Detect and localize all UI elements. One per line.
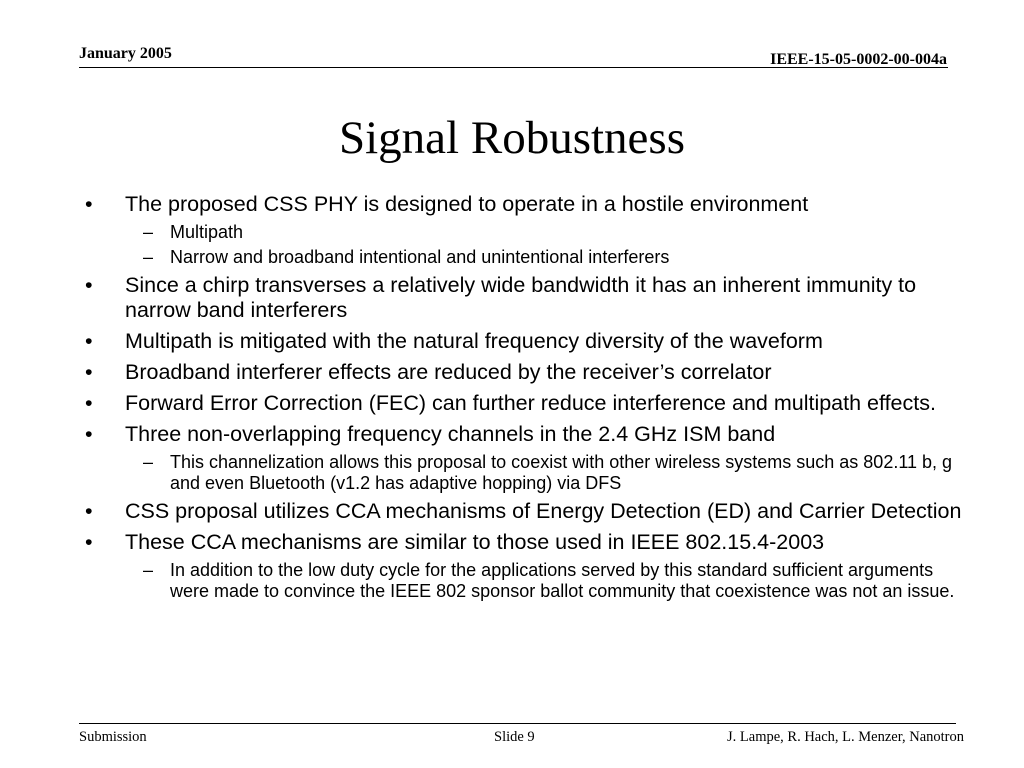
bullet-text: Forward Error Correction (FEC) can further reduce interference and multipath effects. (125, 391, 936, 415)
bullet-item (85, 273, 975, 323)
bullet-text: Multipath is mitigated with the natural frequency diversity of the waveform (125, 329, 823, 353)
bullet-text: CSS proposal utilizes CCA mechanisms of Energy Detection (ED) and Carrier Detection (125, 499, 962, 523)
footer-submission: Submission (79, 729, 147, 745)
sub-bullet-item: – Narrow and broadband intentional and unintentional interferers (143, 247, 670, 267)
bullet-text: Broadband interferer effects are reduced by the receiver’s correlator (125, 360, 772, 384)
header-document-id: IEEE-15-05-0002-00-004a (770, 51, 947, 68)
sub-bullet-item: – Multipath (143, 222, 244, 242)
sub-bullet-text: This channelization allows this proposal to coexist with other wireless systems such as 802.11 b, g and even Bluetooth (v1.2 has adaptive hopping) via DFS (170, 452, 953, 493)
footer-authors: J. Lampe, R. Hach, L. Menzer, Nanotron (727, 729, 964, 745)
bullet-text: Three non-overlapping frequency channels in the 2.4 GHz ISM band (125, 422, 776, 446)
sub-bullet-text: Multipath (170, 222, 244, 242)
bullet-text: Since a chirp transverses a relatively wide bandwidth it has an inherent immunity to narrow band interferers (125, 273, 917, 322)
bullet-item (85, 192, 975, 217)
header-divider (79, 67, 948, 68)
footer-slide-number: Slide 9 (494, 729, 535, 745)
bullet-text: The proposed CSS PHY is designed to operate in a hostile environment (125, 192, 809, 216)
bullet-item (85, 530, 975, 555)
sub-bullet-item: – In addition to the low duty cycle for the applications served by this standard sufficient arguments were made to convince the IEEE 802 sponsor ballot community that coexistence was not an issue. (143, 560, 955, 601)
header-date: January 2005 (79, 45, 172, 62)
slide-body (85, 192, 975, 607)
footer-divider (79, 723, 956, 724)
bullet-item (85, 422, 975, 447)
slide-title: Signal Robustness (338, 112, 685, 164)
sub-bullet-item: – This channelization allows this proposal to coexist with other wireless systems such as 802.11 b, g and even Bluetooth (v1.2 has adaptive hopping) via DFS (143, 452, 953, 493)
bullet-item (85, 360, 975, 385)
bullet-item (85, 391, 975, 416)
sub-bullet-text: In addition to the low duty cycle for the applications served by this standard sufficient arguments were made to convince the IEEE 802 sponsor ballot community that coexistence was not an issue. (170, 560, 955, 601)
bullet-text: These CCA mechanisms are similar to those used in IEEE 802.15.4-2003 (125, 530, 825, 554)
bullet-item (85, 329, 975, 354)
sub-bullet-text: Narrow and broadband intentional and unintentional interferers (170, 247, 670, 267)
bullet-item (85, 499, 975, 524)
